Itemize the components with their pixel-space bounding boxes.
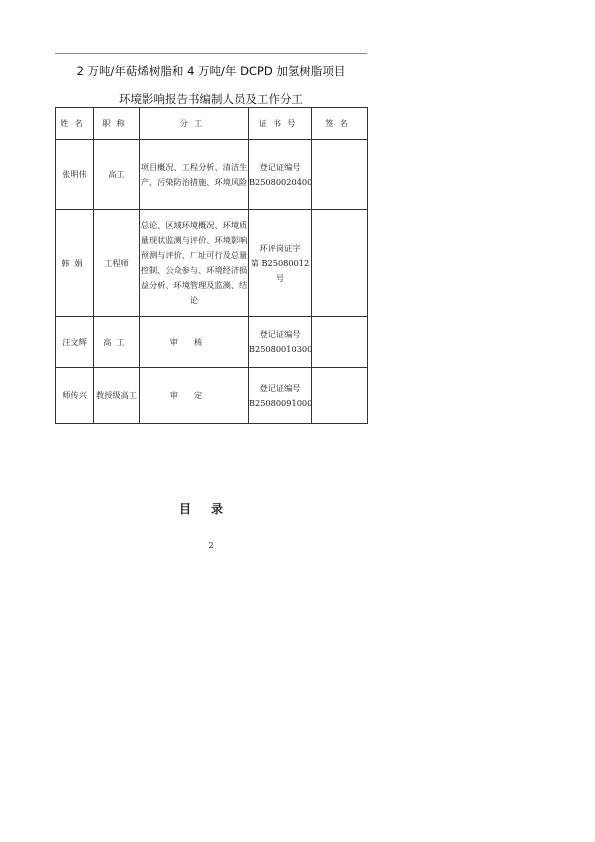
cert-label: 环评岗证字 [259,242,301,253]
cell-cert [249,140,312,210]
cert-number: B25080010300 [249,344,313,354]
cert-label: 登记证编号 [259,329,301,339]
project-title: 2 万吨/年萜烯树脂和 4 万吨/年 DCPD 加氢树脂项目 [76,64,346,78]
cell-name: 韩娟 [56,210,94,317]
header-cert: 证书号 [249,108,312,140]
cell-duty: 项目概况、工程分析、清洁生产、污染防治措施、环境风险 [140,140,249,210]
header-name: 姓名 [56,108,94,140]
cell-title: 高工 [94,317,140,368]
staff-table [55,107,368,424]
cert-number: B25080091000 [249,397,313,408]
cell-signature [312,317,368,368]
cell-cert [249,368,312,424]
cell-signature [312,368,368,424]
page-number: 2 [208,541,214,550]
cell-title: 高工 [94,140,140,210]
cell-duty: 审定 [140,368,249,424]
table-row [56,210,368,317]
table-row [56,140,368,210]
cell-cert [249,210,312,317]
header-duty: 分工 [140,108,249,140]
cell-signature [312,210,368,317]
cell-title: 工程师 [94,210,140,317]
header-rule [55,53,367,54]
cell-title: 教授级高工 [94,368,140,424]
cell-duty: 总论、区域环境概况、环境质量现状监测与评价、环境影响预测与评价、厂址可行及总量控制、公众参与、环境经济损益分析、环境管理及监测、结论 [140,210,249,317]
table-row [56,317,368,368]
cert-number: B25080020400 [249,176,313,187]
header-title: 职称 [94,108,140,140]
cell-duty: 审核 [140,317,249,368]
table-row [56,368,368,424]
cert-label: 登记证编号 [259,382,301,393]
cert-number: 第 B25080012 号 [250,257,310,283]
cell-name: 汪文辉 [56,317,94,368]
table-header-row [56,108,368,140]
header-signature: 签名 [312,108,368,140]
toc-heading: 目录 [178,502,243,516]
table-title: 环境影响报告书编制人员及工作分工 [119,92,303,106]
cell-name: 师传兴 [56,368,94,424]
cell-cert [249,317,312,368]
cert-label: 登记证编号 [259,161,301,172]
cell-name: 张明伟 [56,140,94,210]
cell-signature [312,140,368,210]
